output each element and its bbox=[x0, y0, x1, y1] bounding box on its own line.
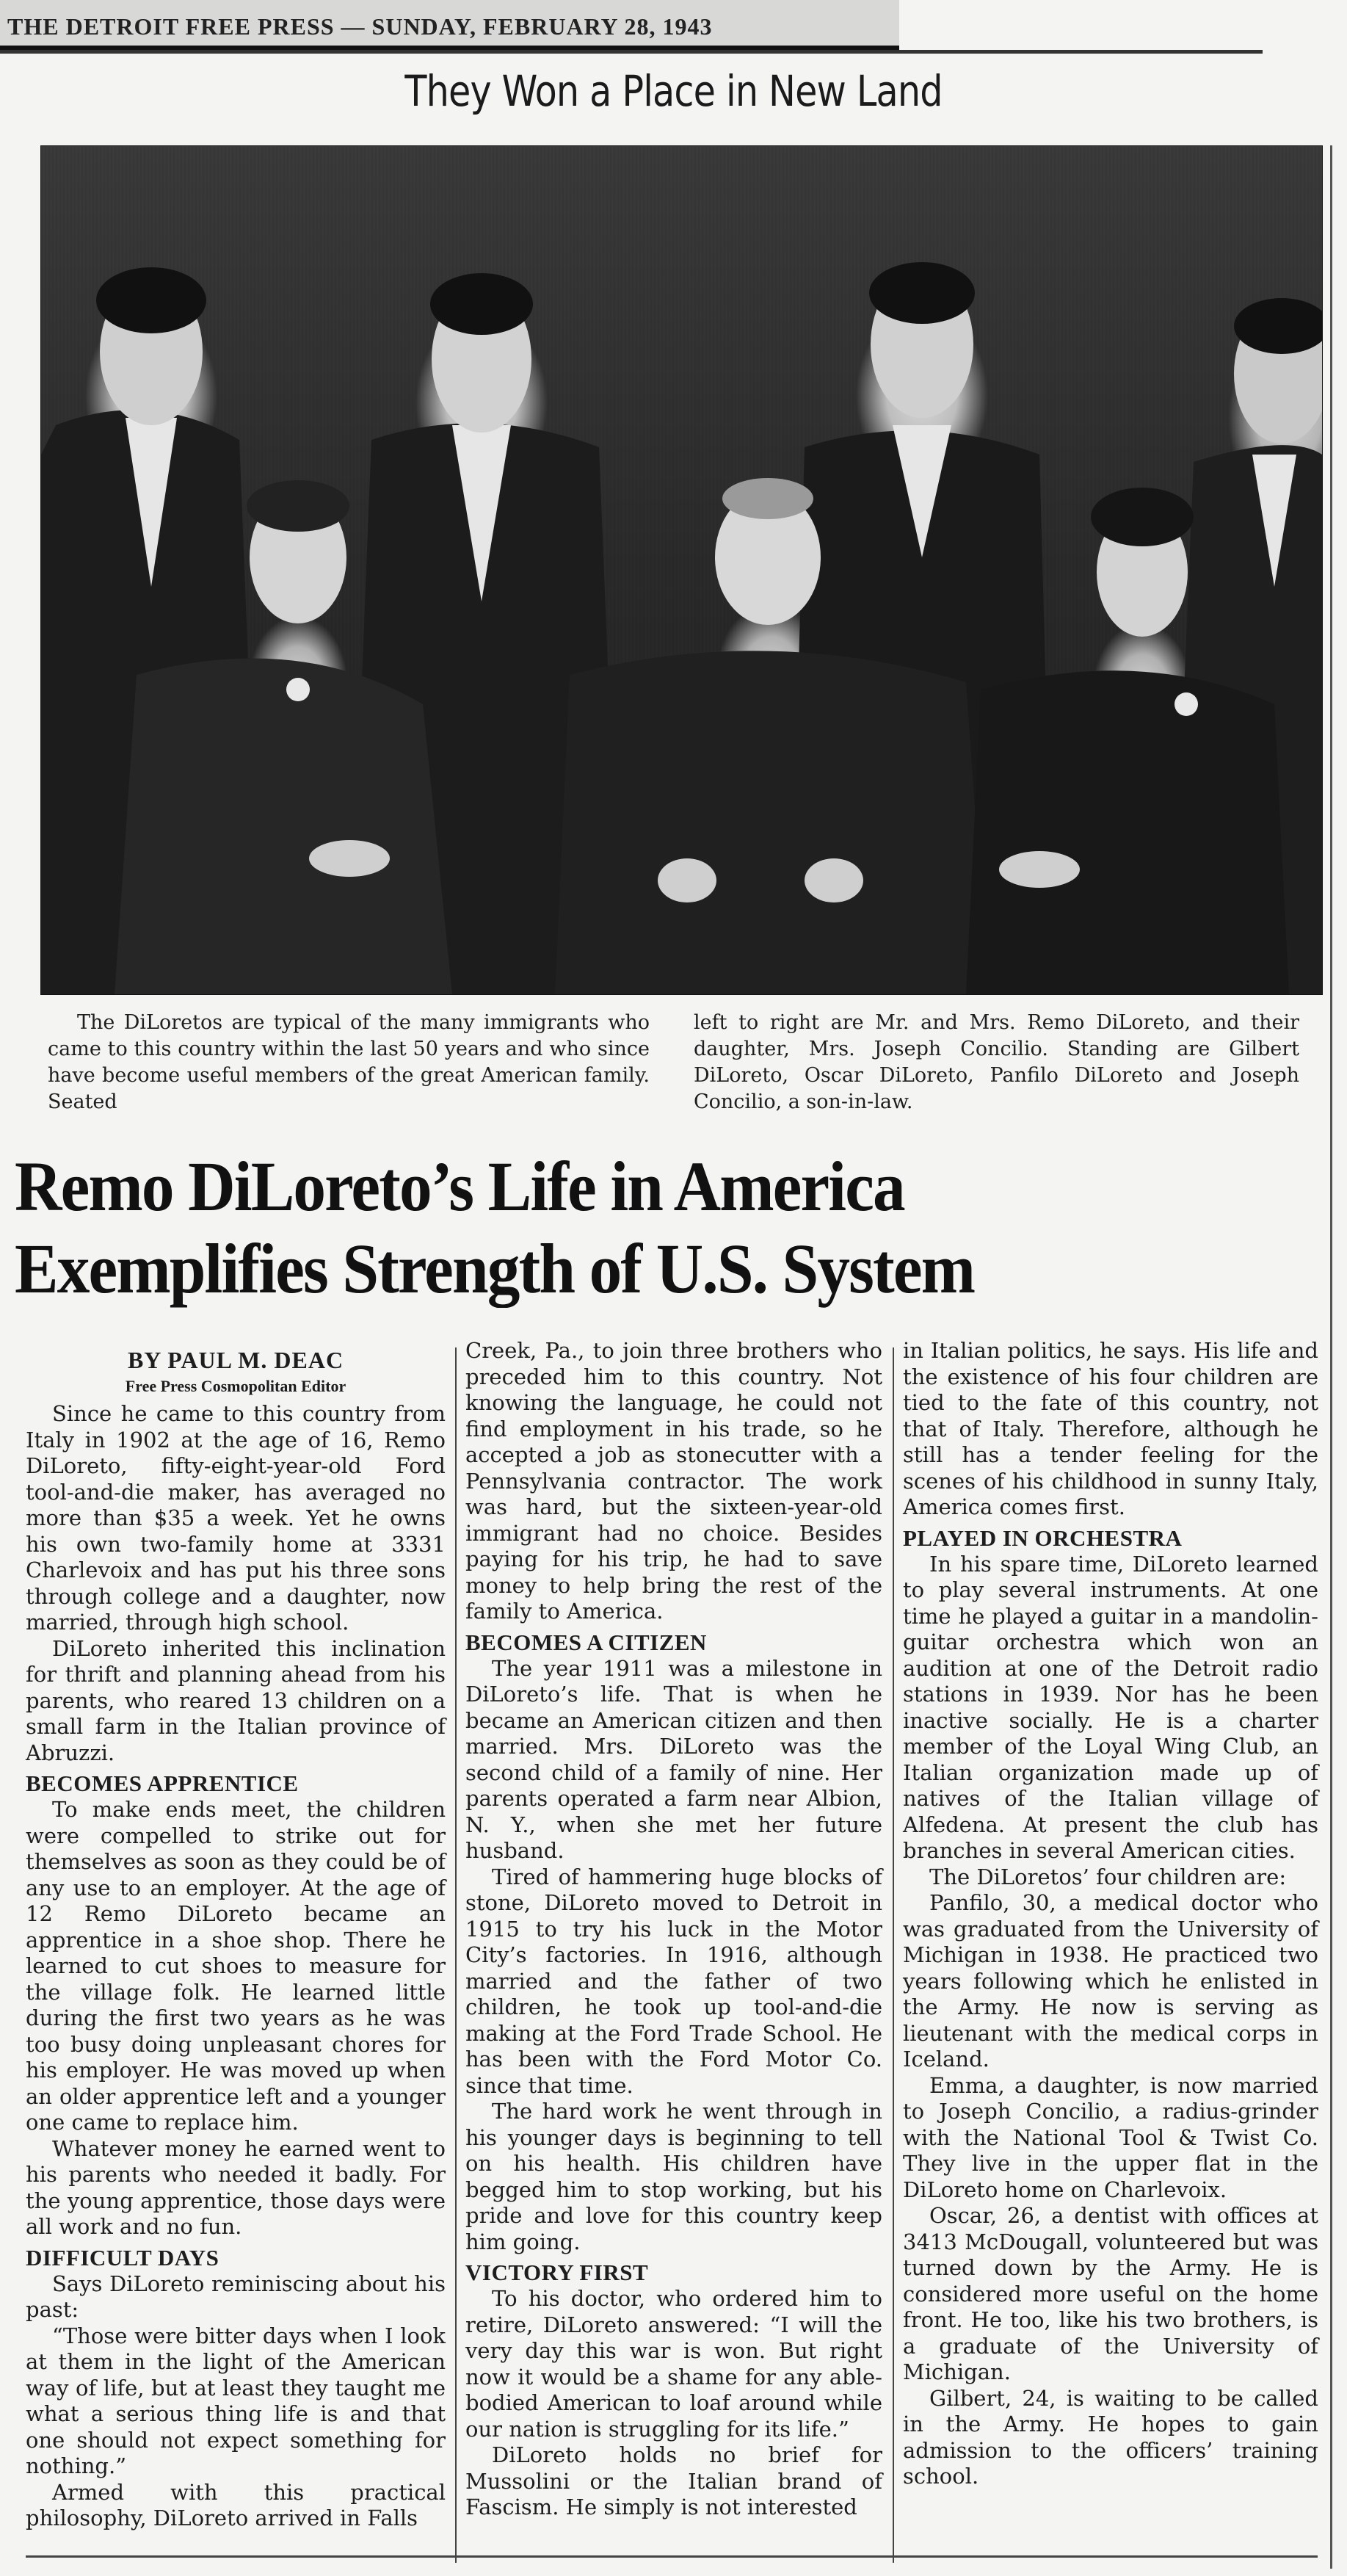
article-column-2 bbox=[465, 1338, 882, 2521]
paragraph: DiLoreto inherited this inclination for thrift and planning ahead from his parents, who reared 13 children on a small farm in the Italian province of Abruzzi. bbox=[26, 1635, 446, 1765]
paragraph: Whatever money he earned went to his parents who needed it badly. For the young apprentice, those days were all work and no fun. bbox=[26, 2135, 446, 2239]
subhead: VICTORY FIRST bbox=[465, 2260, 649, 2285]
paragraph: The hard work he went through in his younger days is beginning to tell on his health. His children have begged him to stop working, but his pride and love for this country keep him going. bbox=[465, 2099, 882, 2254]
paragraph: Panfilo, 30, a medical doctor who was graduated from the University of Michigan in 1938. He practiced two years following which he enlisted in the Army. He now is serving as lieutenant with the medical corps in Iceland. bbox=[903, 1890, 1318, 2072]
paragraph: Says DiLoreto reminiscing about his past: bbox=[26, 2271, 446, 2322]
paragraph: The DiLoretos’ four children are: bbox=[929, 1864, 1287, 1889]
page-border-right bbox=[1330, 145, 1332, 2569]
subhead: PLAYED IN ORCHESTRA bbox=[903, 1524, 1183, 1551]
subhead: BECOMES A CITIZEN bbox=[465, 1629, 707, 1655]
paragraph: Creek, Pa., to join three brothers who preceded him to this country. Not knowing the language, he could not find employment in his trade, so he accepted a job as stonecutter with a Pennsylvania contractor. The work was hard, but the sixteen-year-old immigrant had no choice. Besides paying for his trip, he had to save money to help bring the rest of the family to America. bbox=[465, 1338, 882, 1624]
headline-line-2: Exemplifies Strength of U.S. System bbox=[15, 1229, 975, 1308]
column-rule bbox=[455, 1347, 457, 2563]
paragraph: To his doctor, who ordered him to retire, DiLoreto answered: “I will the very day this war is won. But right now it would be a shame for any able-bodied American to loaf around while our nation is struggling for its life.” bbox=[465, 2286, 882, 2442]
paragraph: Armed with this practical philosophy, DiLoreto arrived in Falls bbox=[26, 2479, 446, 2530]
paragraph: Tired of hammering huge blocks of stone, DiLoreto moved to Detroit in 1915 to try his luck in the Motor City’s factories. In 1916, although married and the father of two children, he took up tool-and-die making at the Ford Trade School. He has been with the Ford Motor Co. since that time. bbox=[465, 1864, 882, 2098]
column-rule bbox=[893, 1347, 894, 2563]
paragraph: in Italian politics, he says. His life and the existence of his four children are tied to the fate of this country, not that of Italy. Therefore, although he still has a tender feeling for the scenes of his childhood in sunny Italy, America comes first. bbox=[903, 1338, 1318, 1519]
photo-figures bbox=[41, 146, 1322, 994]
paragraph: The year 1911 was a milestone in DiLoreto’s life. That is when he became an American citizen and then married. Mrs. DiLoreto was the second child of a family of nine. Her parents operated a farm near Albion, N. Y., when she met her future husband. bbox=[465, 1655, 882, 1863]
section-rule bbox=[0, 50, 1263, 54]
dateline: THE DETROIT FREE PRESS — SUNDAY, FEBRUARY 28, 1943 bbox=[7, 13, 713, 40]
paragraph: Since he came to this country from Italy in 1902 at the age of 16, Remo DiLoreto, fifty-eight-year-old Ford tool-and-die maker, has averaged no more than $35 a week. Yet he owns his own two-family home at 3331 Charlevoix and has put his three sons through college and a daughter, now married, through high school. bbox=[26, 1401, 446, 1635]
headline-line-1: Remo DiLoreto’s Life in America bbox=[15, 1147, 904, 1226]
paragraph: DiLoreto holds no brief for Mussolini or the Italian brand of Fascism. He simply is not interested bbox=[465, 2442, 882, 2519]
paragraph: In his spare time, DiLoreto learned to play several instruments. At one time he played a guitar in a mandolin-guitar orchestra which won an audition at one of the Detroit radio stations in 1939. Nor has he been inactive socially. He is a charter member of the Loyal Wing Club, an Italian organization made up of natives of the Italian village of Alfedena. At present the club has branches in several American cities. bbox=[903, 1551, 1318, 1863]
paragraph: “Those were bitter days when I look at them in the light of the American way of life, but at least they taught me what a serious thing life is and that one should not expect something for nothing.” bbox=[26, 2323, 446, 2478]
paragraph: Gilbert, 24, is waiting to be called in the Army. He hopes to gain admission to the officers’ training school. bbox=[903, 2385, 1318, 2489]
family-photo bbox=[40, 145, 1323, 995]
photo-caption-left: The DiLoretos are typical of the many immigrants who came to this country within the last 50 years and who since have become useful members of the great American family. Seated bbox=[48, 1011, 650, 1113]
section-headline: They Won a Place in New Land bbox=[404, 66, 943, 116]
subhead: BECOMES APPRENTICE bbox=[26, 1770, 299, 1796]
paragraph: To make ends meet, the children were compelled to strike out for themselves as soon as they could be of any use to an employer. At the age of 12 Remo DiLoreto became an apprentice in a shoe shop. There he learned to cut shoes to measure for the village folk. He learned little during the first two years as he was too busy doing unpleasant chores for his employer. He was moved up when an older apprentice left and a younger one came to replace him. bbox=[26, 1797, 446, 2135]
byline-author: BY PAUL M. DEAC bbox=[127, 1347, 344, 1373]
subhead: DIFFICULT DAYS bbox=[26, 2244, 219, 2271]
article-column-1 bbox=[26, 1338, 446, 2532]
article-headline bbox=[15, 1146, 1230, 1310]
byline-title: Free Press Cosmopolitan Editor bbox=[125, 1377, 346, 1395]
article-column-3 bbox=[903, 1338, 1318, 2490]
paragraph: Emma, a daughter, is now married to Joseph Concilio, a radius-grinder with the National Tool & Twist Co. They live in the upper flat in the DiLoreto home on Charlevoix. bbox=[903, 2072, 1318, 2202]
paragraph: Oscar, 26, a dentist with offices at 3413 McDougall, volunteered but was turned down by the Army. He is considered more useful on the home front. He too, like his two brothers, is a graduate of the University of Michigan. bbox=[903, 2203, 1318, 2384]
bottom-rule bbox=[26, 2555, 1318, 2558]
photo-caption-right: left to right are Mr. and Mrs. Remo DiLoreto, and their daughter, Mrs. Joseph Concilio. Standing are Gilbert DiLoreto, Oscar DiLoreto, Panfilo DiLoreto and Joseph Concilio, a son-in-law. bbox=[694, 1011, 1299, 1113]
